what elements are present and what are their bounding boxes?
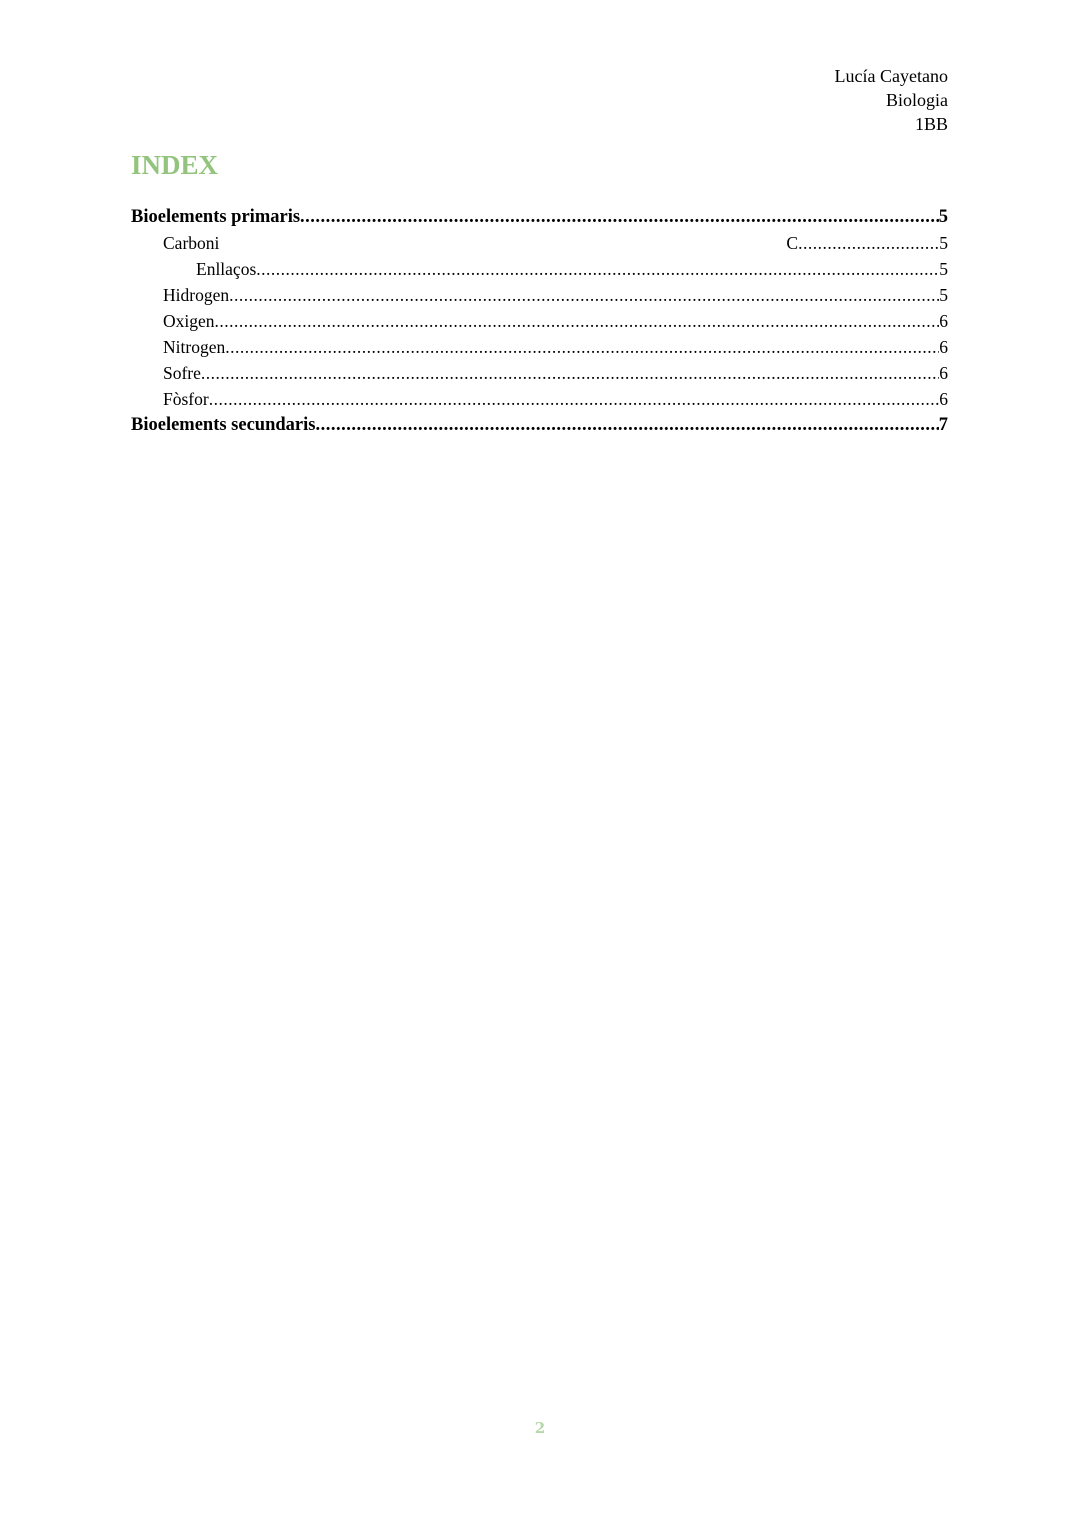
toc-entry-label: Carboni [163, 233, 220, 253]
dot-leader [256, 256, 939, 282]
dot-leader [300, 204, 939, 230]
toc-entry-page: 6 [939, 363, 948, 383]
toc-entry-bioelements-primaris[interactable] [131, 204, 948, 230]
toc-entry-label: Bioelements secundaris [131, 415, 316, 435]
dot-leader [201, 360, 939, 386]
toc-entry-page: 5 [938, 207, 948, 227]
table-of-contents [131, 204, 948, 438]
class-name: 1BB [914, 114, 948, 134]
index-title: INDEX [131, 150, 219, 180]
toc-entry-hidrogen[interactable] [131, 282, 948, 308]
toc-entry-extra: C [786, 233, 799, 253]
toc-entry-page: 6 [939, 311, 948, 331]
toc-entry-page: 5 [939, 259, 948, 279]
toc-entry-label: Hidrogen [163, 285, 230, 305]
toc-entry-label: Fòsfor [163, 389, 209, 409]
toc-entry-page: 5 [939, 285, 948, 305]
toc-entry-carboni[interactable] [131, 230, 948, 256]
dot-leader [225, 334, 939, 360]
toc-entry-sofre[interactable] [131, 360, 948, 386]
dot-leader [798, 230, 939, 256]
toc-entry-page: 7 [938, 415, 948, 435]
toc-entry-page: 6 [939, 337, 948, 357]
toc-entry-label: Oxigen [163, 311, 215, 331]
dot-leader [209, 386, 940, 412]
toc-entry-nitrogen[interactable] [131, 334, 948, 360]
toc-entry-bioelements-secundaris[interactable] [131, 412, 948, 438]
toc-entry-label: Sofre [163, 363, 201, 383]
dot-leader [315, 412, 938, 438]
subject-name: Biologia [886, 90, 948, 110]
toc-entry-label: Bioelements primaris [131, 207, 301, 227]
toc-entry-label: Enllaços [196, 259, 257, 279]
author-name: Lucía Cayetano [834, 66, 948, 86]
toc-entry-label: Nitrogen [163, 337, 226, 357]
dot-leader [215, 308, 940, 334]
dot-leader [229, 282, 939, 308]
toc-entry-enllacos[interactable] [131, 256, 948, 282]
toc-entry-page: 5 [939, 233, 948, 253]
toc-entry-fosfor[interactable] [131, 386, 948, 412]
toc-entry-oxigen[interactable] [131, 308, 948, 334]
document-header [835, 64, 948, 136]
toc-entry-page: 6 [939, 389, 948, 409]
page-number: 2 [534, 1419, 546, 1437]
